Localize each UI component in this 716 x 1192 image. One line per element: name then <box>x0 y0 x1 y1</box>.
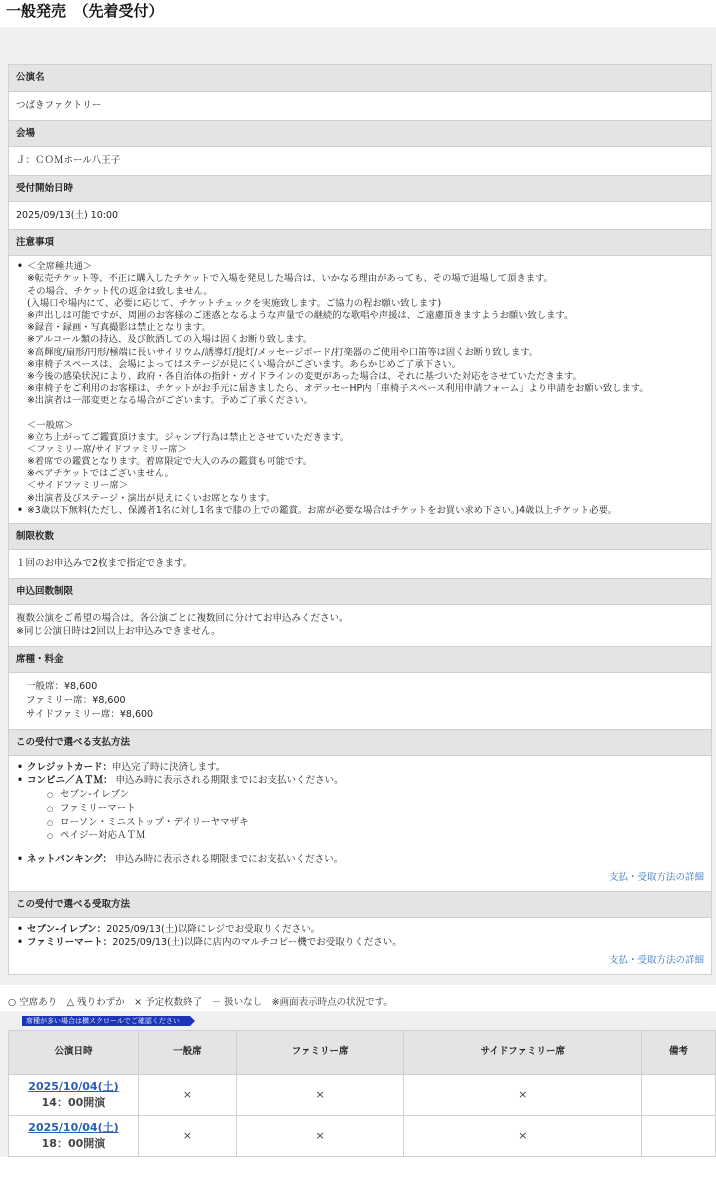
limit-heading: 制限枚数 <box>9 523 711 549</box>
store-item: ○ ペイジー対応ＡＴＭ <box>47 829 704 843</box>
notes-line: ＜一般席＞ <box>27 419 74 431</box>
col-header-date: 公演日時 <box>9 1030 139 1074</box>
store-item: ○ セブン-イレブン <box>47 788 704 802</box>
venue-value: Ｊ：ＣＯＭホール八王子 <box>9 146 711 175</box>
notes-line: ※アルコール類の持込、及び飲酒しての入場は固くお断り致します。 <box>27 334 313 346</box>
notes-item-1 <box>16 261 704 504</box>
pickup-family-label: ファミリーマート： <box>27 937 113 949</box>
col-header-family: ファミリー席 <box>236 1030 404 1074</box>
performance-time: 14：00開演 <box>41 1095 106 1109</box>
limit-value: １回のお申込みで2枚まで指定できます。 <box>9 549 711 578</box>
side-family-status: × <box>404 1074 642 1115</box>
apply-limit-line-1: 複数公演をご希望の場合は、各公演ごとに複数回に分けてお申込みください。 <box>16 612 349 624</box>
col-header-general: 一般席 <box>138 1030 236 1074</box>
general-status: × <box>138 1115 236 1156</box>
payment-net-text: 申込み時に表示される期限までにお支払いください。 <box>115 854 344 866</box>
pickup-seven-label: セブン-イレブン： <box>27 923 107 935</box>
payment-conv-text: 申込み時に表示される期限までにお支払いください。 <box>115 775 344 787</box>
pickup-seven <box>16 923 704 937</box>
date-cell[interactable] <box>9 1115 139 1156</box>
payment-net-label: ネットバンキング： <box>27 854 113 866</box>
notes-heading: 注意事項 <box>9 229 711 255</box>
notes-line <box>27 407 704 419</box>
payment-detail-link[interactable]: 支払・受取方法の詳細 <box>608 871 704 883</box>
date-cell[interactable] <box>9 1074 139 1115</box>
payment-heading: この受付で選べる支払方法 <box>9 729 711 755</box>
payment-convenience <box>16 774 704 843</box>
table-header-row <box>9 1030 716 1074</box>
scroll-hint-badge: 席種が多い場合は横スクロールでご確認ください <box>22 1016 190 1026</box>
info-box <box>8 64 712 975</box>
store-item: ○ ファミリーマート <box>47 802 704 816</box>
price-side-family: サイドファミリー席：¥8,600 <box>26 708 154 720</box>
family-status: × <box>236 1074 404 1115</box>
notes-line: ※ペアチケットではございません。 <box>27 468 174 480</box>
note-cell <box>642 1074 716 1115</box>
start-date-heading: 受付開始日時 <box>9 175 711 201</box>
notes-item-2: • ※3歳以下無料(ただし、保護者1名に対し1名まで膝の上での鑑賞。お席が必要な場合はチケットをお買い求め下さい。)4歳以上チケット必要。 <box>16 505 704 517</box>
table-row <box>9 1074 716 1115</box>
notes-line: ※高輝度/扇形/円形/極端に長いサイリウム/誘導灯/提灯/メッセージボード/打楽器のご使用や口笛等は固くお断り致します。 <box>27 346 539 358</box>
notes-line: その場合、チケット代の返金は致しません。 <box>27 285 213 297</box>
payment-credit <box>16 761 704 775</box>
performance-name-value: つばきファクトリー <box>9 91 711 120</box>
performance-date-link[interactable]: 2025/10/04(土) <box>28 1121 119 1135</box>
apply-limit-body <box>9 604 711 647</box>
page-title: 一般発売 （先着受付） <box>6 2 164 20</box>
notes-line: (入場口や場内にて、必要に応じて、チケットチェックを実施致します。ご協力の程お願い致します) <box>27 297 442 309</box>
performance-table <box>8 1030 716 1157</box>
venue-heading: 会場 <box>9 120 711 146</box>
apply-limit-line-2: ※同じ公演日時は2回以上お申込みできません。 <box>16 626 221 638</box>
note-cell <box>642 1115 716 1156</box>
notes-line: ※立ち上がってご鑑賞頂けます。ジャンプ行為は禁止とさせていただきます。 <box>27 431 350 443</box>
col-header-side-family: サイドファミリー席 <box>404 1030 642 1074</box>
pickup-seven-text: 2025/09/13(土)以降にレジでお受取りください。 <box>106 923 321 935</box>
side-family-status: × <box>404 1115 642 1156</box>
store-item: ○ ローソン・ミニストップ・デイリーヤマザキ <box>47 816 704 830</box>
notes-line: ＜サイドファミリー席＞ <box>27 480 129 492</box>
notes-line: ※録音・録画・写真撮影は禁止となります。 <box>27 322 211 334</box>
pickup-heading: この受付で選べる受取方法 <box>9 891 711 917</box>
pickup-family-text: 2025/09/13(土)以降に店内のマルチコピー機でお受取りください。 <box>112 937 402 949</box>
notes-line: • ＜全席種共通＞ <box>27 261 93 273</box>
notes-line: ※出演者及びステージ・演出が見えにくいお席となります。 <box>27 492 276 504</box>
performance-date-link[interactable]: 2025/10/04(土) <box>28 1080 119 1094</box>
pickup-body <box>9 917 711 974</box>
payment-netbank <box>16 853 704 867</box>
payment-credit-label: クレジットカード： <box>27 761 112 773</box>
notes-line: ※今後の感染状況により、政府・各自治体の指針・ガイドラインの変更があった場合は、それに基づいた対応をさせていただきます。 <box>27 370 582 382</box>
notes-line: ＜ファミリー席/サイドファミリー席＞ <box>27 443 187 455</box>
notes-line: ※出演者は一部変更となる場合がございます。予めご了承ください。 <box>27 395 313 407</box>
price-general: 一般席：¥8,600 <box>26 681 98 693</box>
family-status: × <box>236 1115 404 1156</box>
notes-line: ※声出しは可能ですが、周囲のお客様のご迷惑となるような声量での継続的な歌唱や声援は、ご遠慮頂きますようお願い致します。 <box>27 309 574 321</box>
col-header-note: 備考 <box>642 1030 716 1074</box>
prices-body <box>9 672 711 728</box>
performance-name-heading: 公演名 <box>9 65 711 91</box>
price-family: ファミリー席：¥8,600 <box>26 694 126 706</box>
notes-body <box>9 255 711 523</box>
notes-line: ※着席での鑑賞となります。着席限定で大人のみの鑑賞も可能です。 <box>27 456 313 468</box>
payment-body <box>9 755 711 891</box>
notes-line: ※車椅子をご利用のお客様は、チケットがお手元に届きましたら、オデッセーHP内「車椅子スペース利用申請フォーム」より申請をお願い致します。 <box>27 383 649 395</box>
notes-line: ※転売チケット等、不正に購入したチケットで入場を発見した場合は、いかなる理由があっても、その場で退場して頂きます。 <box>27 273 553 285</box>
performance-table-area <box>0 1011 716 1157</box>
pickup-detail-link[interactable]: 支払・受取方法の詳細 <box>608 955 704 967</box>
info-panel <box>0 27 716 985</box>
payment-conv-label: コンビニ／ＡＴＭ： <box>27 775 113 787</box>
prices-heading: 席種・料金 <box>9 646 711 672</box>
notes-line: ※車椅子スペースは、会場によってはステージが見にくい場合がございます。あらかじめご了承下さい。 <box>27 358 461 370</box>
pickup-family <box>16 936 704 950</box>
start-date-value: 2025/09/13(土) 10:00 <box>9 201 711 230</box>
general-status: × <box>138 1074 236 1115</box>
performance-time: 18：00開演 <box>41 1136 106 1150</box>
payment-credit-text: 申込完了時に決済します。 <box>111 761 226 773</box>
table-row <box>9 1115 716 1156</box>
apply-limit-heading: 申込回数制限 <box>9 578 711 604</box>
availability-legend: ○ 空席あり △ 残りわずか × 予定枚数終了 － 扱いなし ※画面表示時点の状況です。 <box>8 996 393 1008</box>
